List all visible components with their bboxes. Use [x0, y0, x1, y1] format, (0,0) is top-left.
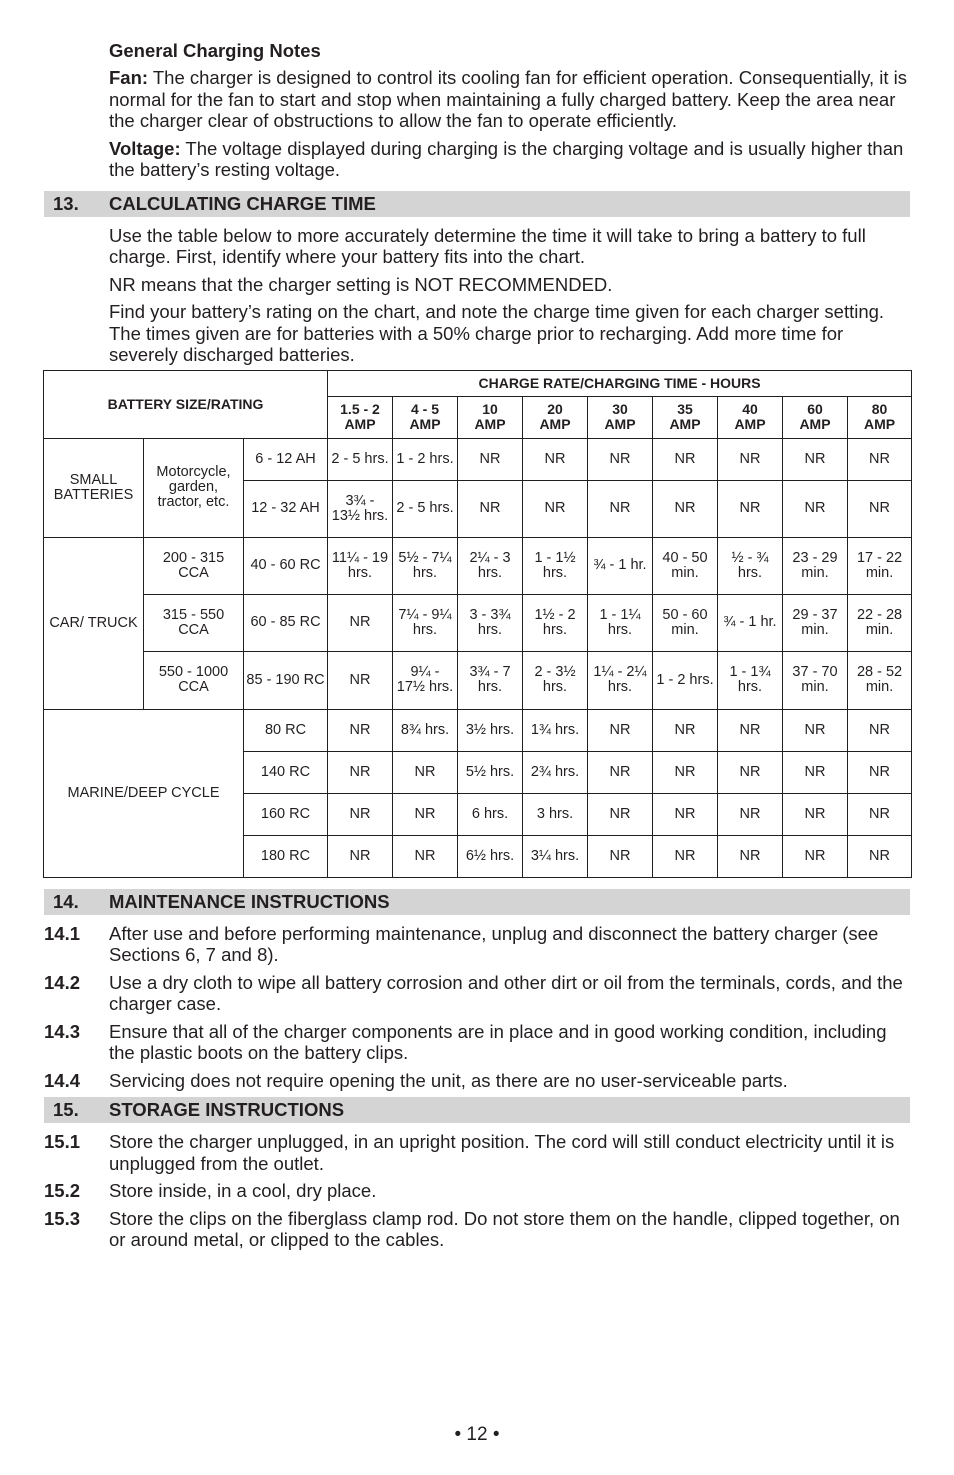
amp-header: 4 - 5 AMP [393, 396, 458, 438]
group-car-truck: CAR/ TRUCK [44, 537, 144, 709]
voltage-text: The voltage displayed during charging is the charging voltage and is usually higher than the battery’s resting voltage. [109, 137, 904, 180]
time-cell: NR [653, 480, 718, 537]
amp-header: 80 AMP [848, 396, 912, 438]
item-text: After use and before performing maintenance, unplug and disconnect the battery charger (see Sections 6, 7 and 8). [109, 922, 879, 965]
time-cell: NR [588, 751, 653, 793]
notes-title: General Charging Notes [109, 40, 321, 61]
time-cell: NR [848, 751, 912, 793]
group-marine-deep-cycle: MARINE/DEEP CYCLE [44, 709, 244, 877]
time-cell: 2 - 5 hrs. [328, 438, 393, 480]
time-cell: NR [848, 709, 912, 751]
time-cell: NR [328, 594, 393, 651]
table-row [44, 537, 912, 594]
list-item [44, 971, 910, 1015]
rating-cell: 180 RC [244, 835, 328, 877]
fan-text: The charger is designed to control its cooling fan for efficient operation. Consequentially, it is normal for the fan to start and stop when maintaining a fully charged battery. Keep the area near the charger clear of obstructions to allow the fan to operate efficiently. [109, 67, 907, 131]
item-text: Use a dry cloth to wipe all battery corrosion and other dirt or oil from the terminals, cords, and the charger case. [109, 971, 903, 1014]
battery-size-header: BATTERY SIZE/RATING [44, 370, 328, 438]
time-cell: NR [653, 835, 718, 877]
time-cell: NR [328, 709, 393, 751]
time-cell: NR [328, 835, 393, 877]
paragraph: Find your battery’s rating on the chart, and note the charge time given for each charger setting. The times given are for batteries with a 50% charge prior to recharging. Add more time for severely discharged batteries. [109, 301, 885, 365]
time-cell: NR [393, 751, 458, 793]
amp-header: 30 AMP [588, 396, 653, 438]
time-cell: 23 - 29 min. [783, 537, 848, 594]
time-cell: 2¾ hrs. [523, 751, 588, 793]
time-cell: NR [393, 793, 458, 835]
time-cell: 6½ hrs. [458, 835, 523, 877]
time-cell: NR [783, 480, 848, 537]
charging-notes [109, 0, 910, 181]
time-cell: 11¼ - 19 hrs. [328, 537, 393, 594]
time-cell: NR [848, 835, 912, 877]
section-title: MAINTENANCE INSTRUCTIONS [109, 890, 390, 912]
time-cell: 1¼ - 2¼ hrs. [588, 651, 653, 709]
time-cell: 3¾ - 13½ hrs. [328, 480, 393, 537]
time-cell: NR [848, 438, 912, 480]
list-item [44, 1069, 910, 1092]
group-small-subtype: Motorcycle, garden, tractor, etc. [144, 438, 244, 537]
maintenance-list [0, 923, 954, 1092]
time-cell: NR [848, 480, 912, 537]
time-cell: ½ - ¾ hrs. [718, 537, 783, 594]
time-cell: 29 - 37 min. [783, 594, 848, 651]
time-cell: 9¼ - 17½ hrs. [393, 651, 458, 709]
list-item [44, 1131, 910, 1174]
time-cell: 7¼ - 9¼ hrs. [393, 594, 458, 651]
time-cell: NR [653, 438, 718, 480]
cca-cell: 550 - 1000 CCA [144, 651, 244, 709]
time-cell: NR [588, 480, 653, 537]
voltage-note [109, 138, 910, 181]
section-title: CALCULATING CHARGE TIME [109, 192, 376, 214]
section-title: STORAGE INSTRUCTIONS [109, 1099, 345, 1120]
time-cell: NR [653, 793, 718, 835]
item-text: Ensure that all of the charger components are in place and in good working condition, including the plastic boots on the battery clips. [109, 1020, 887, 1063]
rating-cell: 140 RC [244, 751, 328, 793]
time-cell: NR [393, 835, 458, 877]
rating-cell: 85 - 190 RC [244, 651, 328, 709]
section-number: 13. [53, 192, 79, 214]
time-cell: NR [718, 835, 783, 877]
time-cell: NR [458, 480, 523, 537]
time-cell: NR [718, 793, 783, 835]
charge-rate-header: CHARGE RATE/CHARGING TIME - HOURS [328, 370, 912, 396]
group-small-batteries: SMALL BATTERIES [44, 438, 144, 537]
time-cell: NR [718, 751, 783, 793]
time-cell: 1¾ hrs. [523, 709, 588, 751]
amp-header: 40 AMP [718, 396, 783, 438]
paragraph: NR means that the charger setting is NOT RECOMMENDED. [109, 273, 613, 295]
item-number: 14.4 [44, 1069, 81, 1091]
time-cell: NR [653, 709, 718, 751]
time-cell: 8¾ hrs. [393, 709, 458, 751]
time-cell: NR [783, 751, 848, 793]
time-cell: NR [848, 793, 912, 835]
time-cell: NR [783, 438, 848, 480]
time-cell: 37 - 70 min. [783, 651, 848, 709]
time-cell: NR [523, 480, 588, 537]
item-text: Store the charger unplugged, in an upright position. The cord will still conduct electricity until it is unplugged from the outlet. [109, 1131, 895, 1174]
time-cell: 2¼ - 3 hrs. [458, 537, 523, 594]
voltage-label: Voltage: [109, 137, 181, 159]
time-cell: NR [328, 793, 393, 835]
amp-header: 1.5 - 2 AMP [328, 396, 393, 438]
time-cell: NR [588, 793, 653, 835]
item-number: 15.3 [44, 1207, 81, 1229]
time-cell: NR [588, 835, 653, 877]
time-cell: 5½ hrs. [458, 751, 523, 793]
time-cell: NR [718, 438, 783, 480]
time-cell: 3½ hrs. [458, 709, 523, 751]
rating-cell: 160 RC [244, 793, 328, 835]
section-13-heading [44, 191, 910, 217]
table-row [44, 651, 912, 709]
paragraph: Use the table below to more accurately determine the time it will take to bring a battery to full charge. First, identify where your battery fits into the chart. [109, 224, 866, 267]
list-item [44, 1180, 910, 1202]
time-cell: 1 - 2 hrs. [653, 651, 718, 709]
time-cell: NR [588, 709, 653, 751]
rating-cell: 6 - 12 AH [244, 438, 328, 480]
time-cell: NR [328, 751, 393, 793]
item-number: 14.2 [44, 971, 81, 993]
fan-note [109, 67, 910, 132]
time-cell: 3¼ hrs. [523, 835, 588, 877]
rating-cell: 80 RC [244, 709, 328, 751]
item-number: 14.1 [44, 922, 81, 944]
time-cell: NR [328, 651, 393, 709]
time-cell: NR [458, 438, 523, 480]
time-cell: NR [653, 751, 718, 793]
storage-list [0, 1131, 954, 1251]
time-cell: NR [523, 438, 588, 480]
cca-cell: 200 - 315 CCA [144, 537, 244, 594]
item-number: 14.3 [44, 1020, 81, 1042]
time-cell: 6 hrs. [458, 793, 523, 835]
time-cell: NR [718, 480, 783, 537]
list-item [44, 1020, 910, 1064]
section-15-heading [44, 1097, 910, 1123]
time-cell: 3 hrs. [523, 793, 588, 835]
table-row [44, 594, 912, 651]
time-cell: NR [783, 793, 848, 835]
time-cell: 3 - 3¾ hrs. [458, 594, 523, 651]
time-cell: 1 - 2 hrs. [393, 438, 458, 480]
list-item [44, 1207, 910, 1251]
amp-header: 10 AMP [458, 396, 523, 438]
item-number: 15.1 [44, 1131, 81, 1152]
time-cell: 3¾ - 7 hrs. [458, 651, 523, 709]
table-row [44, 438, 912, 480]
amp-header: 60 AMP [783, 396, 848, 438]
section-number: 15. [53, 1099, 79, 1120]
time-cell: ¾ - 1 hr. [718, 594, 783, 651]
section-13-body [109, 225, 910, 366]
amp-header: 35 AMP [653, 396, 718, 438]
time-cell: 1 - 1¼ hrs. [588, 594, 653, 651]
charge-time-table [43, 370, 912, 878]
time-cell: 40 - 50 min. [653, 537, 718, 594]
time-cell: NR [783, 709, 848, 751]
section-14-heading [44, 889, 910, 915]
time-cell: 17 - 22 min. [848, 537, 912, 594]
rating-cell: 40 - 60 RC [244, 537, 328, 594]
rating-cell: 60 - 85 RC [244, 594, 328, 651]
time-cell: 50 - 60 min. [653, 594, 718, 651]
item-text: Store inside, in a cool, dry place. [109, 1180, 377, 1201]
item-text: Servicing does not require opening the unit, as there are no user-serviceable parts. [109, 1069, 788, 1091]
time-cell: 28 - 52 min. [848, 651, 912, 709]
page-number: • 12 • [454, 1424, 500, 1445]
time-cell: NR [588, 438, 653, 480]
time-cell: 1 - 1½ hrs. [523, 537, 588, 594]
list-item [44, 922, 910, 966]
time-cell: 1 - 1¾ hrs. [718, 651, 783, 709]
time-cell: 22 - 28 min. [848, 594, 912, 651]
fan-label: Fan: [109, 67, 149, 88]
time-cell: NR [783, 835, 848, 877]
time-cell: NR [718, 709, 783, 751]
cca-cell: 315 - 550 CCA [144, 594, 244, 651]
table-row [44, 709, 912, 751]
rating-cell: 12 - 32 AH [244, 480, 328, 537]
item-number: 15.2 [44, 1180, 81, 1201]
amp-header: 20 AMP [523, 396, 588, 438]
section-number: 14. [53, 890, 79, 912]
time-cell: 2 - 3½ hrs. [523, 651, 588, 709]
time-cell: 5½ - 7¼ hrs. [393, 537, 458, 594]
item-text: Store the clips on the fiberglass clamp rod. Do not store them on the handle, clipped together, on or around metal, or clipped to the cables. [109, 1207, 900, 1250]
time-cell: ¾ - 1 hr. [588, 537, 653, 594]
time-cell: 1½ - 2 hrs. [523, 594, 588, 651]
time-cell: 2 - 5 hrs. [393, 480, 458, 537]
